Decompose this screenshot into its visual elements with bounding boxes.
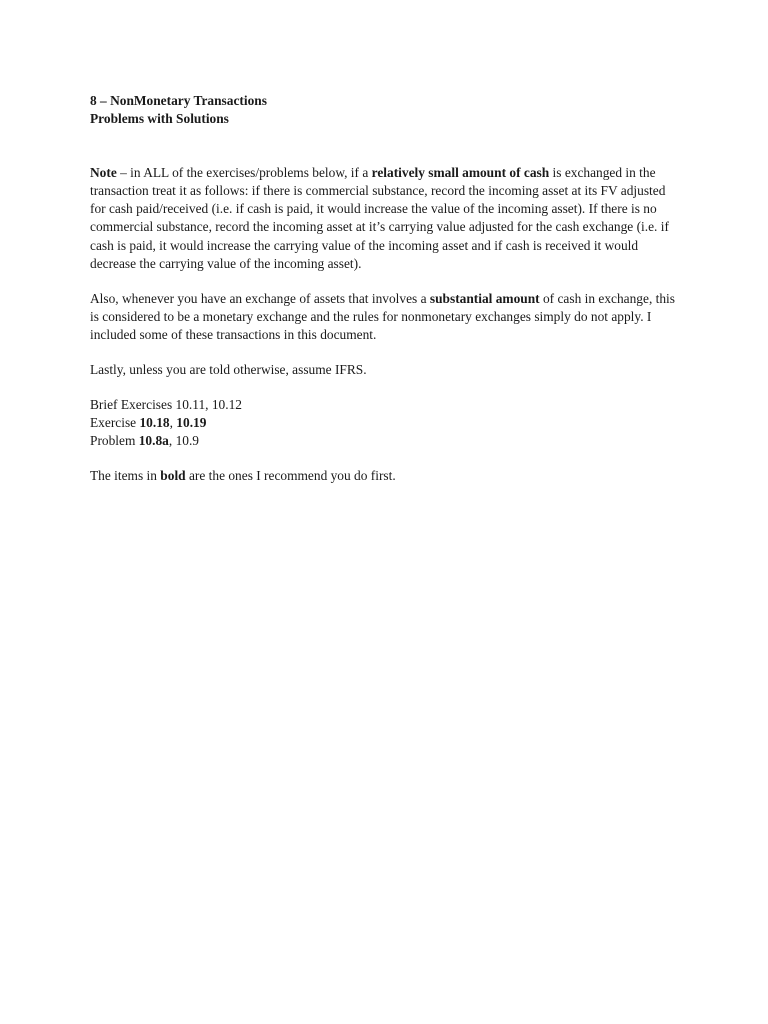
also-after-text: of cash in exchange, this is considered to be a monetary exchange and the rules for nonmonetary exchanges simply do not apply. I included some of these transactions in this document. <box>90 290 675 342</box>
also-bold-phrase: substantial amount <box>429 290 540 306</box>
brief-exercises-line <box>90 396 680 414</box>
exercise-item-2: 10.19 <box>176 415 207 431</box>
problem-rest: , 10.9 <box>168 433 200 449</box>
exercise-item-1: 10.18 <box>139 415 170 431</box>
note-label: Note <box>90 165 117 181</box>
bold-note-word: bold <box>160 468 186 484</box>
bold-note-before: The items in <box>90 468 161 484</box>
exercise-line <box>90 414 680 432</box>
problem-label: Problem <box>90 433 139 449</box>
exercise-label: Exercise <box>90 415 140 431</box>
exercise-separator: , <box>169 415 177 431</box>
also-before-text: Also, whenever you have an exchange of assets that involves a <box>90 290 430 306</box>
note-paragraph <box>90 164 680 273</box>
lastly-paragraph <box>90 361 680 379</box>
note-bold-phrase: relatively small amount of cash <box>371 165 550 181</box>
note-dash-text: – in ALL of the exercises/problems below, if a <box>116 165 372 181</box>
title-line-1: 8 – NonMonetary Transactions <box>90 93 267 108</box>
title-line-2: Problems with Solutions <box>90 111 229 127</box>
bold-note-paragraph <box>90 467 680 485</box>
document-title <box>90 92 680 128</box>
document-page <box>90 92 680 486</box>
problem-item-1: 10.8a <box>138 433 169 449</box>
lastly-text: Lastly, unless you are told otherwise, assume IFRS. <box>90 362 367 378</box>
problem-line <box>90 432 680 450</box>
brief-exercises-text: Brief Exercises 10.11, 10.12 <box>90 397 242 413</box>
assignment-list <box>90 396 680 450</box>
note-rest-text: is exchanged in the transaction treat it as follows: if there is commercial substance, record the incoming asset at its FV adjusted for cash paid/received (i.e. if cash is paid, it would increase the value of the incoming asset). If there is no commercial substance, record the incoming asset at it’s carrying value adjusted for the cash exchange (i.e. if cash is paid, it would increase the carrying value of the incoming asset and if cash is received it would decrease the carrying value of the incoming asset). <box>90 165 669 271</box>
also-paragraph <box>90 290 680 344</box>
bold-note-after: are the ones I recommend you do first. <box>185 468 396 484</box>
